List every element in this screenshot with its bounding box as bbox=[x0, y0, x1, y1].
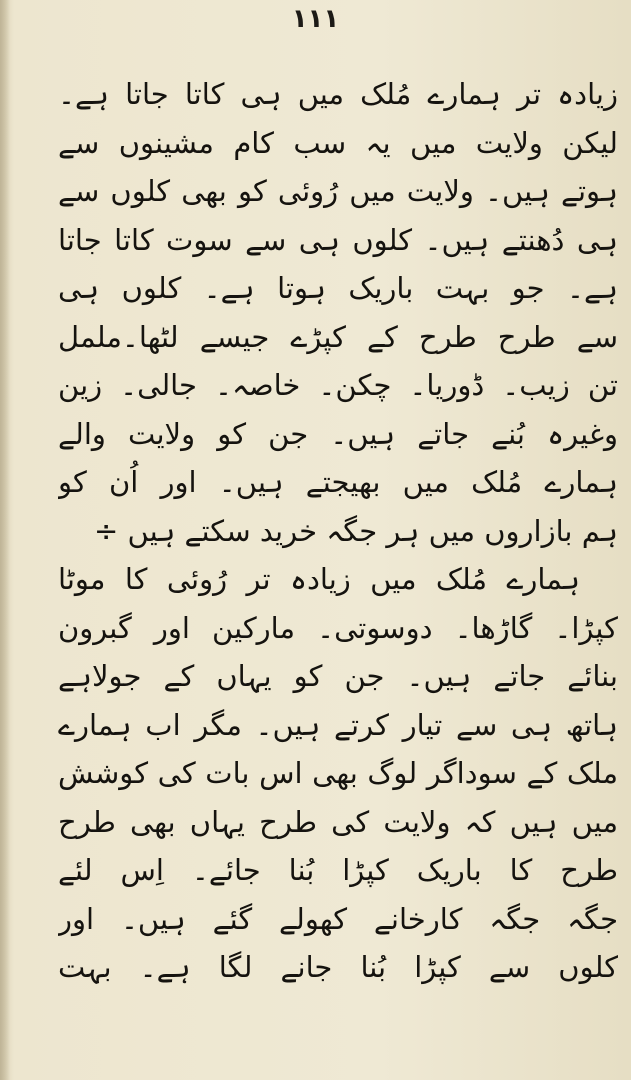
text-line: طرح کا باریک کپڑا بُنا جائے۔ اِس لئے bbox=[58, 853, 618, 887]
text-line: ہوتے ہیں۔ ولایت میں رُوئی کو بھی کلوں سے bbox=[58, 174, 618, 208]
paragraph-2 bbox=[58, 555, 618, 992]
text-line: زیادہ تر ہمارے مُلک میں ہی کاتا جاتا ہے۔ bbox=[58, 77, 618, 111]
text-line: ہی دُھنتے ہیں۔ کلوں ہی سے سوت کاتا جاتا bbox=[58, 222, 618, 257]
text-line: کپڑا۔ گاڑھا۔ دوسوتی۔ مارکین اور گبرون bbox=[58, 610, 618, 645]
paragraph-1 bbox=[58, 70, 618, 555]
text-line: ہے۔ جو بہت باریک ہوتا ہے۔ کلوں ہی bbox=[58, 271, 618, 305]
page-binding-shadow bbox=[0, 0, 10, 1080]
text-line: ہمارے مُلک میں بھیجتے ہیں۔ اور اُن کو bbox=[58, 465, 618, 499]
text-line: ملک کے سوداگر لوگ بھی اس بات کی کوشش bbox=[58, 756, 618, 790]
text-line: کلوں سے کپڑا بُنا جانے لگا ہے۔ بہت bbox=[58, 950, 618, 984]
text-line: بنائے جاتے ہیں۔ جن کو یہاں کے جولاہے bbox=[58, 659, 618, 693]
text-line: ہاتھ ہی سے تیار کرتے ہیں۔ مگر اب ہمارے bbox=[58, 707, 618, 742]
text-line: تن زیب۔ ڈوریا۔ چکن۔ خاصہ۔ جالی۔ زین bbox=[58, 368, 618, 402]
text-line: وغیرہ بُنے جاتے ہیں۔ جن کو ولایت والے bbox=[58, 416, 618, 451]
text-line: ہمارے مُلک میں زیادہ تر رُوئی کا موٹا bbox=[58, 562, 580, 596]
text-line: ہم بازاروں میں ہر جگہ خرید سکتے ہیں ÷ bbox=[94, 513, 618, 548]
text-line: جگہ جگہ کارخانے کھولے گئے ہیں۔ اور bbox=[58, 901, 618, 936]
text-line: میں ہیں کہ ولایت کی طرح یہاں بھی طرح bbox=[58, 804, 618, 839]
urdu-text-body bbox=[58, 70, 618, 992]
text-line: سے طرح طرح کے کپڑے جیسے لٹھا۔ململ bbox=[58, 319, 618, 354]
page-number: ۱۱۱ bbox=[291, 4, 340, 34]
text-line: لیکن ولایت میں یہ سب کام مشینوں سے bbox=[58, 125, 618, 160]
